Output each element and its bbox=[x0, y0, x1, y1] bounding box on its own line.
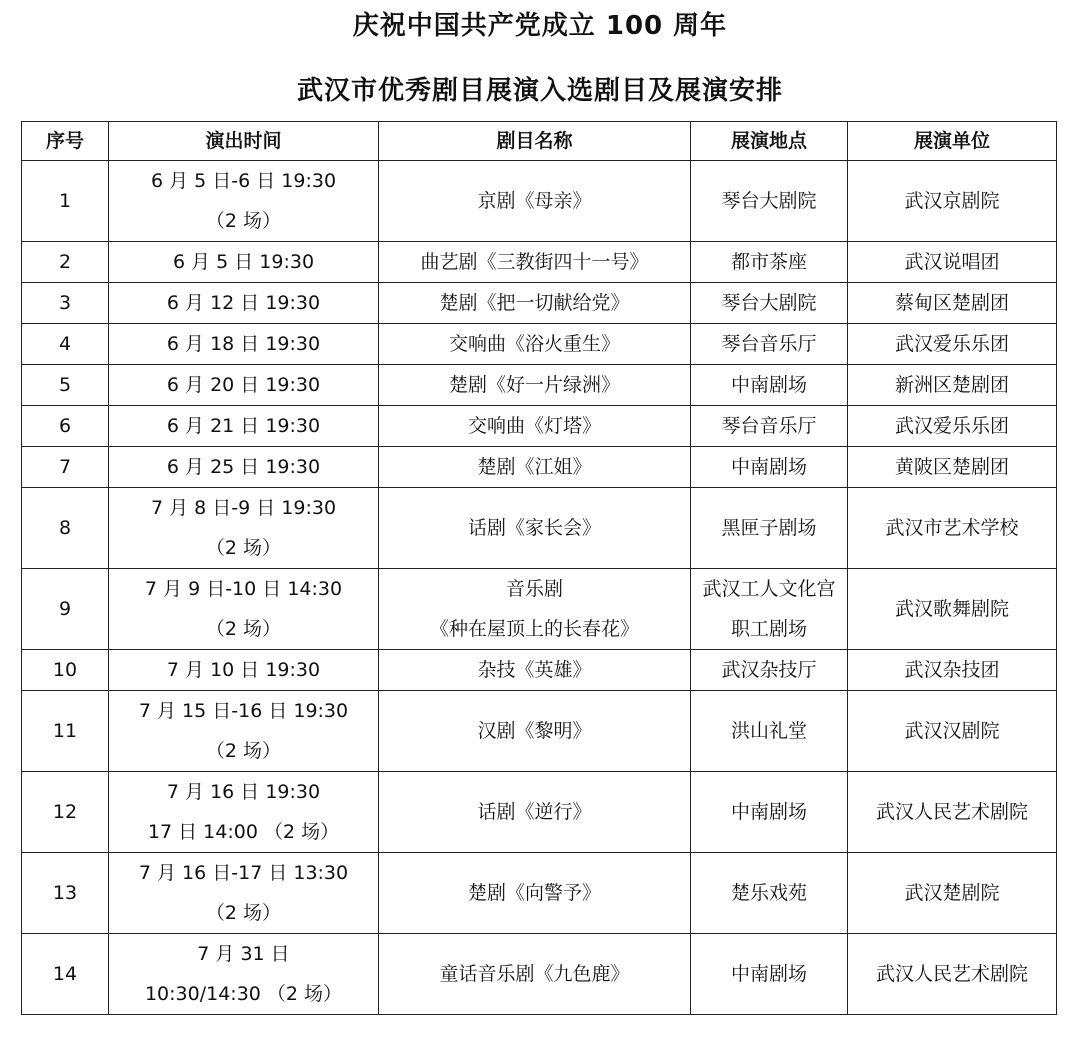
cell-number: 5 bbox=[22, 365, 109, 406]
table-row bbox=[22, 365, 1057, 406]
cell-number: 2 bbox=[22, 242, 109, 283]
cell-venue-line: 琴台大剧院 bbox=[721, 292, 817, 314]
cell-time-line: 6 月 5 日 19:30 bbox=[172, 251, 315, 273]
cell-time-line: 6 月 20 日 19:30 bbox=[166, 374, 321, 396]
cell-unit: 黄陂区楚剧团 bbox=[848, 447, 1057, 488]
cell-venue bbox=[691, 691, 848, 772]
cell-title bbox=[379, 650, 691, 691]
cell-number: 8 bbox=[22, 488, 109, 569]
cell-time-line: 7 月 15 日-16 日 19:30 bbox=[138, 700, 349, 722]
cell-venue bbox=[691, 242, 848, 283]
header-venue: 展演地点 bbox=[691, 122, 848, 161]
cell-title bbox=[379, 569, 691, 650]
table-body bbox=[22, 161, 1057, 1015]
table-row bbox=[22, 853, 1057, 934]
cell-number: 12 bbox=[22, 772, 109, 853]
cell-title-line: 汉剧《黎明》 bbox=[477, 720, 592, 742]
cell-unit: 武汉京剧院 bbox=[848, 161, 1057, 242]
cell-title-line: 童话音乐剧《九色鹿》 bbox=[439, 963, 630, 985]
cell-number: 3 bbox=[22, 283, 109, 324]
header-unit: 展演单位 bbox=[848, 122, 1057, 161]
table-row bbox=[22, 406, 1057, 447]
cell-venue bbox=[691, 853, 848, 934]
table-row bbox=[22, 447, 1057, 488]
cell-time bbox=[109, 934, 379, 1015]
cell-venue bbox=[691, 406, 848, 447]
table-row bbox=[22, 650, 1057, 691]
cell-number: 1 bbox=[22, 161, 109, 242]
cell-time-line: 17 日 14:00 （2 场） bbox=[147, 821, 340, 843]
cell-venue-line: 武汉工人文化宫 bbox=[702, 578, 836, 600]
cell-venue-line: 中南剧场 bbox=[730, 456, 807, 478]
cell-time bbox=[109, 365, 379, 406]
cell-time bbox=[109, 650, 379, 691]
cell-venue bbox=[691, 161, 848, 242]
cell-venue bbox=[691, 488, 848, 569]
cell-number: 4 bbox=[22, 324, 109, 365]
cell-title bbox=[379, 934, 691, 1015]
cell-title-line: 楚剧《江姐》 bbox=[477, 456, 592, 478]
cell-time-line: （2 场） bbox=[205, 902, 282, 924]
cell-unit: 武汉爱乐乐团 bbox=[848, 324, 1057, 365]
cell-unit: 武汉杂技团 bbox=[848, 650, 1057, 691]
header-number: 序号 bbox=[22, 122, 109, 161]
document-subtitle: 武汉市优秀剧目展演入选剧目及展演安排 bbox=[296, 76, 783, 106]
cell-time bbox=[109, 569, 379, 650]
cell-title-line: 楚剧《向警予》 bbox=[467, 882, 601, 904]
cell-unit: 武汉歌舞剧院 bbox=[848, 569, 1057, 650]
cell-time bbox=[109, 283, 379, 324]
cell-unit: 武汉楚剧院 bbox=[848, 853, 1057, 934]
cell-title bbox=[379, 853, 691, 934]
table-row bbox=[22, 691, 1057, 772]
cell-title-line: 楚剧《好一片绿洲》 bbox=[448, 374, 620, 396]
cell-venue bbox=[691, 324, 848, 365]
cell-title bbox=[379, 772, 691, 853]
cell-title-line: 杂技《英雄》 bbox=[477, 659, 592, 681]
cell-time bbox=[109, 406, 379, 447]
cell-title-line: 话剧《家长会》 bbox=[467, 517, 601, 539]
cell-venue-line: 都市茶座 bbox=[730, 251, 807, 273]
cell-venue bbox=[691, 650, 848, 691]
cell-number: 11 bbox=[22, 691, 109, 772]
cell-title-line: 曲艺剧《三教街四十一号》 bbox=[420, 251, 649, 273]
cell-time-line: 7 月 10 日 19:30 bbox=[166, 659, 321, 681]
cell-time bbox=[109, 161, 379, 242]
table-row bbox=[22, 772, 1057, 853]
table-row bbox=[22, 242, 1057, 283]
table-row bbox=[22, 283, 1057, 324]
cell-venue-line: 中南剧场 bbox=[730, 374, 807, 396]
cell-venue-line: 中南剧场 bbox=[730, 801, 807, 823]
cell-unit: 武汉人民艺术剧院 bbox=[848, 772, 1057, 853]
cell-time bbox=[109, 447, 379, 488]
cell-time bbox=[109, 488, 379, 569]
cell-time-line: （2 场） bbox=[205, 537, 282, 559]
cell-title bbox=[379, 365, 691, 406]
cell-venue-line: 琴台音乐厅 bbox=[721, 333, 817, 355]
cell-title bbox=[379, 324, 691, 365]
cell-time-line: 10:30/14:30 （2 场） bbox=[144, 983, 343, 1005]
cell-time-line: 6 月 12 日 19:30 bbox=[166, 292, 321, 314]
cell-number: 13 bbox=[22, 853, 109, 934]
cell-title-line: 交响曲《浴火重生》 bbox=[448, 333, 620, 355]
cell-title-line: 楚剧《把一切献给党》 bbox=[439, 292, 630, 314]
cell-title-line: 交响曲《灯塔》 bbox=[467, 415, 601, 437]
header-time: 演出时间 bbox=[109, 122, 379, 161]
cell-venue-line: 琴台大剧院 bbox=[721, 190, 817, 212]
schedule-table bbox=[21, 121, 1057, 1015]
table-row bbox=[22, 934, 1057, 1015]
table-row bbox=[22, 324, 1057, 365]
cell-time-line: （2 场） bbox=[205, 210, 282, 232]
cell-unit: 武汉市艺术学校 bbox=[848, 488, 1057, 569]
cell-unit: 武汉汉剧院 bbox=[848, 691, 1057, 772]
cell-number: 10 bbox=[22, 650, 109, 691]
cell-unit: 蔡甸区楚剧团 bbox=[848, 283, 1057, 324]
cell-title bbox=[379, 691, 691, 772]
header-title: 剧目名称 bbox=[379, 122, 691, 161]
table-header-row bbox=[22, 122, 1057, 161]
cell-number: 9 bbox=[22, 569, 109, 650]
cell-time-line: 7 月 16 日-17 日 13:30 bbox=[138, 862, 349, 884]
table-row bbox=[22, 161, 1057, 242]
cell-venue-line: 职工剧场 bbox=[730, 618, 807, 640]
cell-unit: 武汉说唱团 bbox=[848, 242, 1057, 283]
cell-time bbox=[109, 324, 379, 365]
cell-unit: 新洲区楚剧团 bbox=[848, 365, 1057, 406]
cell-time-line: （2 场） bbox=[205, 740, 282, 762]
cell-time bbox=[109, 772, 379, 853]
cell-venue-line: 黑匣子剧场 bbox=[721, 517, 817, 539]
document-title: 庆祝中国共产党成立 100 周年 bbox=[352, 11, 728, 41]
table-row bbox=[22, 569, 1057, 650]
cell-time-line: 7 月 16 日 19:30 bbox=[166, 781, 321, 803]
cell-time bbox=[109, 691, 379, 772]
cell-venue-line: 武汉杂技厅 bbox=[721, 659, 817, 681]
cell-number: 14 bbox=[22, 934, 109, 1015]
cell-time bbox=[109, 242, 379, 283]
cell-number: 6 bbox=[22, 406, 109, 447]
cell-venue-line: 琴台音乐厅 bbox=[721, 415, 817, 437]
cell-time-line: 6 月 18 日 19:30 bbox=[166, 333, 321, 355]
cell-time-line: 6 月 5 日-6 日 19:30 bbox=[150, 170, 337, 192]
table-row bbox=[22, 488, 1057, 569]
cell-title bbox=[379, 447, 691, 488]
cell-unit: 武汉爱乐乐团 bbox=[848, 406, 1057, 447]
cell-time-line: 7 月 9 日-10 日 14:30 bbox=[144, 578, 343, 600]
cell-title bbox=[379, 283, 691, 324]
cell-venue-line: 中南剧场 bbox=[730, 963, 807, 985]
cell-venue bbox=[691, 365, 848, 406]
cell-title bbox=[379, 406, 691, 447]
cell-venue bbox=[691, 447, 848, 488]
cell-venue-line: 洪山礼堂 bbox=[730, 720, 807, 742]
cell-time-line: 6 月 25 日 19:30 bbox=[166, 456, 321, 478]
cell-venue bbox=[691, 569, 848, 650]
cell-title-line: 《种在屋顶上的长春花》 bbox=[429, 618, 639, 640]
cell-venue bbox=[691, 772, 848, 853]
cell-time-line: 6 月 21 日 19:30 bbox=[166, 415, 321, 437]
cell-title bbox=[379, 161, 691, 242]
cell-time-line: 7 月 8 日-9 日 19:30 bbox=[150, 497, 337, 519]
cell-venue bbox=[691, 283, 848, 324]
cell-time-line: （2 场） bbox=[205, 618, 282, 640]
cell-title-line: 话剧《逆行》 bbox=[477, 801, 592, 823]
cell-title-line: 音乐剧 bbox=[505, 578, 563, 600]
cell-number: 7 bbox=[22, 447, 109, 488]
cell-venue bbox=[691, 934, 848, 1015]
cell-unit: 武汉人民艺术剧院 bbox=[848, 934, 1057, 1015]
cell-title bbox=[379, 488, 691, 569]
cell-venue-line: 楚乐戏苑 bbox=[730, 882, 807, 904]
cell-title bbox=[379, 242, 691, 283]
cell-title-line: 京剧《母亲》 bbox=[477, 190, 592, 212]
cell-time-line: 7 月 31 日 bbox=[197, 943, 290, 965]
cell-time bbox=[109, 853, 379, 934]
